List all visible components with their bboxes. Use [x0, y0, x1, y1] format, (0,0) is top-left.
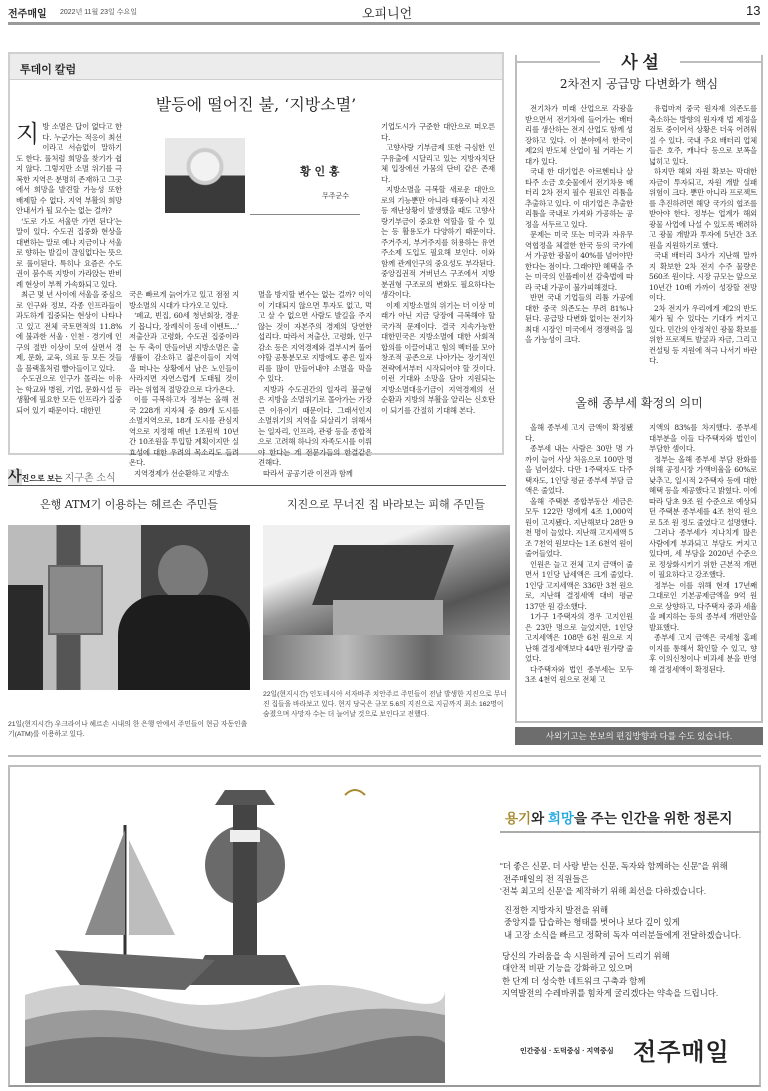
- paragraph: 고향사랑 기부금제 또한 극심한 인구유출에 시달리고 있는 지방자치단체 입장에선 가뭄의 단비 같은 존재다.: [381, 143, 495, 184]
- paragraph: 종부세 내는 사람은 30만 명 가까이 늘어 사상 처음으로 100만 명을 넘어섰다. 다만 1주택자도 다주택자도, 1인당 평균 종부세 부담 금액은 줄었다.: [525, 444, 633, 495]
- paragraph: 그러나 종부세가 지나치게 많은 사람에게 부과되고 부담도 커지고 있다며, 세 부담을 2020년 수준으로 정상화시키기 위한 근본적 개편이 필요하다고 강조했다.: [649, 528, 757, 579]
- section-label-small: 진으로 보는: [21, 474, 65, 483]
- ad-line: 당신의 가려움을 속 시원하게 긁어 드리기 위해: [502, 950, 670, 961]
- ad-headline-courage: 용기: [505, 811, 532, 826]
- ad-line: 지역발전의 수레바퀴를 힘차게 굴리겠다는 약속을 드립니다.: [502, 988, 719, 999]
- column-text-col1: [16, 122, 122, 416]
- ad-logo: 전주매일: [633, 1039, 730, 1066]
- ad-line: 한 단계 더 성숙한 네트워크 구축과 함께: [502, 975, 646, 986]
- editorial-section-label: 사 설: [600, 48, 680, 73]
- issue-date: 2022년 11월 23일 수요일: [60, 9, 138, 16]
- lighthouse-boat-illustration: [25, 785, 445, 1083]
- author-rule: [250, 214, 360, 215]
- paragraph: 정부는 올해 종부세 부담 완화를 위해 공정시장 가액비율을 60%로 낮추고, 일시적 2주택자 등에 대한 혜택 등을 제공했다고 밝혔다. 이에 따라 당초 9조 원 수준으로 예상되던 주택분 종부세를 4조 천억 원으로 5조 원 정도 줄였다고 설명했다.: [649, 454, 757, 527]
- paragraph: 종부세 고지 금액은 국세청 홈페이지를 통해서 확인할 수 있고, 향후 이의신청이나 비과세 분을 반영해 결정세액이 확정된다.: [649, 633, 757, 674]
- header-rule: [8, 22, 760, 25]
- photo-news-section-label: [8, 466, 116, 486]
- paragraph: 기업도시가 구준한 대안으로 떠오른다.: [381, 122, 495, 142]
- paragraph: 방 소멸은 답이 없다고 한다. 누군가는 적응이 최선이라고 서슴없이 말하기도 한다. 풀처럼 희망을 찾기가 쉽지 않다. 그렇지만 소멸 위기를 극복한 지역은 분명히 존재하고 그곳에서 희망을 발견할 가능성 또한 배제할 수 없다. 지역 부활의 희망 안내서가 될 묘수는 없는 걸까?: [16, 122, 122, 215]
- paragraph: 멸을 방지할 변수는 없는 걸까? 이익이 기대되지 않으면 투자도 없고, 먹고 살 수 없으면 사람도 발길을 주지 않는 것이 자본주의 경제의 당연한 섭리다. 따라서 저출산, 고령화, 인구감소 등은 지역경제와 결부시켜 풀어야할 공통분모로 지방에도 좋은 일자리를 많이 만들어내야 소멸을 막을 수 있다.: [258, 290, 372, 383]
- ad-line: “더 좋은 신문, 더 사랑 받는 신문, 독자와 함께하는 신문”을 위해: [500, 861, 728, 871]
- paragraph: 다주택자와 법인 종부세는 모두 3조 4천억 원으로 전체 고: [525, 664, 633, 684]
- column-title: 발등에 떨어진 불, ‘지방소멸’: [155, 95, 357, 114]
- ad-headline-hope: 희망: [547, 811, 574, 826]
- editorial-title-2: 올해 종부세 확정의 의미: [575, 396, 703, 410]
- ad-headline: [505, 807, 732, 827]
- editorial-2-colA: [525, 423, 633, 686]
- disclaimer-bar: 사외기고는 본보의 편집방향과 다를 수도 있습니다.: [515, 727, 763, 745]
- ad-motto: 인간중심 · 도덕중심 · 지역중심: [520, 1048, 614, 1055]
- editorial-1-columns: [517, 104, 761, 367]
- paragraph: 2차 전지가 우리에게 제2의 반도체가 될 수 있다는 기대가 커지고 있다. 민간의 안정적인 광물 확보를 위한 프로젝트 발굴과 자금, 그리고 컨설팅 등 지원에 적극 나서기 바란다.: [649, 303, 757, 365]
- ad-line: 내 고장 소식을 빠르고 정확히 독자 여러분들에게 전달하겠습니다.: [504, 929, 742, 940]
- photo-news-rule: [8, 485, 506, 486]
- column-text-col3: [258, 290, 372, 479]
- column-section-label: 투데이 칼럼: [10, 54, 502, 80]
- paragraph: 지역경제가 선순환하고 지방소: [134, 468, 229, 478]
- ad-headline-part: 을 주는 인간을 위한 정론지: [573, 811, 733, 826]
- photo-caption-1: 21일(현지시간) 우크라이나 헤르손 시내의 한 은행 안에서 주민들이 현금 자동인출기(ATM)를 이용하고 있다.: [8, 721, 248, 738]
- ad-headline-rule: [500, 831, 761, 833]
- editorial-content: [517, 77, 761, 686]
- paragraph: 1가구 1주택자의 경우 고지인원은 23만 명으로 늘었지만, 1인당 고지세액은 108만 6천 원으로 지난해 결정세액보다 44만 원가량 줄었다.: [525, 612, 633, 663]
- paragraph: 올해 주택분 종합부동산 세금은 모두 122만 명에게 4조 1,000억 원이 고지됐다. 지난해보다 28만 9천 명이 늘었다. 지난해 고지세액 5조 7천억 원보다는 1조 6천억 원이 줄어들었다.: [525, 496, 633, 558]
- paragraph: ‘도로 가도 서울만 가면 된다’는 말이 있다. 수도권 집중화 현상을 대변하는 말로 예나 지금이나 서울로 향하는 발길이 끊임없다는 뜻으로 풀이된다. 특히나 요즘은 수도권이 붐수록 지방이 가라앉는 반비례 현상이 부쩍 가속화되고 있다.: [16, 216, 122, 289]
- editorial-2-colB: [649, 423, 757, 686]
- ad-line: 진정한 지방자치 발전을 위해: [504, 904, 609, 915]
- paragraph: 올해 종부세 고지 금액이 확정됐다.: [525, 423, 633, 443]
- section-title: 오피니언: [362, 6, 413, 21]
- photo-headline-2: 지진으로 무너진 집 바라보는 피해 주민들: [286, 498, 486, 511]
- column-text-col2: [129, 290, 239, 479]
- paragraph: 문제는 미국 또는 미국과 자유무역협정을 체결한 한국 등의 국가에서 가공한 광물이 40%를 넘어야만 한다는 점이다. 그래야만 혜택을 주는 미국의 인플레이션 감축법에 따라 국내 가공이 불가피해졌다.: [525, 230, 633, 292]
- paragraph: 국내 한 대기업은 아르헨티나 살타주 소금 호숫물에서 전기차용 배터리 2차 전지 필수 원료인 리튬을 추출하고 있다. 이 대기업은 추출한 리튬을 국내로 가져와 가공하는 공정을 서두르고 있다.: [525, 167, 633, 229]
- ad-line: ‘전북 최고의 신문’을 제작하기 위해 최선을 다하겠습니다.: [500, 886, 707, 897]
- paragraph: 국내 배터리 3사가 지난해 말까지 확보한 2차 전지 수주 물량은 560조 원이다. 시장 규모는 앞으로 10년간 10배 가까이 성장할 전망이다.: [649, 251, 757, 302]
- paragraph: 이제 지방소멸의 위기는 더 이상 미래가 아닌 지금 당장에 극복해야 할 국가적 문제이다. 결국 지속가능한 대한민국은 지방소멸에 대한 사회적 합의를 이끌어내고 힘의 벡터를 모아 창조적 공존으로 나아가는 장기적인 전략에서부터 시작되어야 할 것이다. 이런 기대와 소망을 담아 지원되는 지방소멸대응기금이 지역경제의 선순환과 지방의 부활을 알리는 신호탄이 되기를 간절히 기대해 본다.: [381, 300, 495, 415]
- photo-caption-2: 22일(현지시간) 인도네시아 서자바주 치안주르 주민들이 전날 발생한 지진으로 무너진 집들을 바라보고 있다. 현지 당국은 규모 5.6의 지진으로 지금까지 최소 162명이 숨졌으며 사망자 수는 더 늘어날 것으로 보인다고 전했다.: [263, 691, 507, 718]
- section-label-initial: 사: [8, 469, 22, 485]
- page-number: 13: [746, 3, 761, 18]
- editorial-title-1: 2차전지 공급망 다변화가 핵심: [559, 77, 719, 91]
- ad-headline-part: 와: [531, 811, 548, 826]
- paragraph: 지액의 83%를 차지했다. 종부세 대부분을 이들 다주택자와 법인이 부담한 셈이다.: [649, 423, 757, 453]
- photo-headline-1: 은행 ATM기 이용하는 헤르손 주민들: [39, 498, 219, 511]
- paragraph: 지방과 수도권간의 일자리 불균형은 지방을 소멸위기로 몰아가는 가장 큰 이유이기 때문이다. 그래서인지 소멸위기의 지역을 되살리기 위해서는 일자리, 인프라, 관광 등을 종합적으로 고려해 하나의 자족도시를 이뤄야 한다는 게 전문가들의 한결같은 견해다.: [258, 384, 372, 467]
- photo-earthquake: [263, 525, 510, 680]
- author-photo: [165, 138, 245, 213]
- section-divider: [8, 755, 761, 757]
- section-label-rest: 지구촌 소식: [64, 473, 116, 484]
- paragraph: 전기차가 미래 산업으로 각광을 받으면서 전기차에 들어가는 배터리를 생산하는 전지 산업도 함께 성장하고 있다. 이 분야에서 한국이 제2의 반도체 산업이 될 거라는 기대가 있다.: [525, 104, 633, 166]
- paragraph: 따라서 공공기관 이전과 함께: [263, 468, 353, 478]
- paragraph: ‘폐교, 빈집, 60세 청년회장, 경운기 몹니다, 장례식이 동네 이벤트...’ 저출산과 고령화, 수도권 집중이라는 두 축이 만들어낸 지방소멸은 출생률이 감소하고 젊은이들이 지역을 떠나는 상황에서 남은 노인들이 사라지면 자연스럽게 도태될 것이라는 위협적 절망감으로 다가온다.: [129, 311, 239, 394]
- paragraph: 수도권으로 인구가 몰리는 이유는 학교와 병원, 기업, 문화시설 등 생활에 필요한 모든 인프라가 집중되어 있기 때문이다. 대한민: [16, 374, 122, 415]
- paragraph: 정부는 이를 위해 현재 17년째 그대로인 기본공제금액을 9억 원으로 상향하고, 다주택자 중과 세율을 폐지하는 등의 종부세 개편안을 발표했다.: [649, 580, 757, 632]
- ad-line: 대안적 비판 기능을 강화하고 있으며: [502, 963, 633, 974]
- paragraph: 최근 몇 년 사이에 서울을 중심으로 인구와 정보, 각종 인프라들이 과도하게 집중되는 현상이 나타나고 있고 전체 국토면적의 11.8%에 불과한 서울 · 인천 · 경기에 인구의 절반 이상이 모여 살면서 경제, 문화, 교육, 의료 등 모든 것들을 블랙홀처럼 빨아들이고 있다.: [16, 290, 122, 373]
- ad-body: [500, 860, 760, 1000]
- paragraph: 국은 빠르게 늙어가고 있고 점점 지방소멸의 시대가 다가오고 있다.: [129, 290, 239, 310]
- editorial-article-2: [517, 396, 761, 686]
- editorial-1-colA: [525, 104, 633, 367]
- paragraph: 인원은 늘고 전체 고지 금액이 줄면서 1인당 납세액은 크게 줄었다. 1인당 고지세액은 336만 3천 원으로, 지난해 결정세액 대비 평균 137만 원 감소했다.: [525, 559, 633, 611]
- author-title: 무주군수: [322, 193, 350, 200]
- editorial-article-1: [517, 77, 761, 396]
- author-name: 황 인 홍: [300, 165, 340, 178]
- editorial-2-columns: [517, 423, 761, 686]
- paragraph: 지방소멸을 극복할 새로운 대안으로의 기능뿐만 아니라 태풍이나 지진 등 재난상황이 발생했을 때도 고향사랑기부금이 중요한 역할을 할 수 있는 등 활용도가 다양하기 때문이다. 주거주지, 부거주지를 허용하는 유연 주소제 도입도 필요해 보인다. 이와 함께 관계인구의 중요성도 부각된다. 중앙집권적 거버넌스 구조에서 지방분권형 구조로의 변화도 필요하다는 생각이다.: [381, 185, 495, 299]
- paragraph: 이를 극복하고자 정부는 올해 전국 228개 지자체 중 89개 도시를 소멸지역으로, 18개 도시를 관심지역으로 지정해 매년 1조원씩 10년간 10조원을 투입할 계획이지만 실효성에 대한 우려의 목소리도 들려온다.: [129, 395, 239, 467]
- editorial-1-colB: [649, 104, 757, 367]
- paragraph: 하지만 해외 자원 확보는 막대한 자금이 투자되고, 자원 개발 실패 위험이 크다. 뿐만 아니라 프로젝트를 추진하려면 해당 국가의 협조를 받아야 한다. 정부는 업계가 해외 광물 사업에 나설 수 있도록 배려하고 광물 개발과 투자에 5년간 3조 원을 지원하기로 했다.: [649, 167, 757, 250]
- paragraph: 유럽마저 중국 원자재 의존도를 축소하는 방향의 원자재 법 제정을 검토 중이어서 상황은 더욱 어려워질 수 있다. 국내 주요 배터리 업체들은 호주, 캐나다 등으로 보폭을 넓히고 있다.: [649, 104, 757, 166]
- column-text-col4: [381, 122, 495, 416]
- dropcap: 지: [16, 120, 40, 148]
- paragraph: 반면 국내 기업들의 리튬 가공에 대한 중국 의존도는 무려 81%나 된다. 공급망 다변화 없이는 전기차 최대 시장인 미국에서 경쟁력을 잃을 가능성이 크다.: [525, 293, 633, 344]
- masthead-logo: 전주매일: [8, 9, 47, 20]
- ad-line: 전주매일의 전 직원들은: [503, 873, 589, 884]
- photo-atm: [8, 525, 250, 690]
- ad-line: 중앙지를 답습하는 형태를 벗어나 보다 깊이 있게: [504, 917, 680, 928]
